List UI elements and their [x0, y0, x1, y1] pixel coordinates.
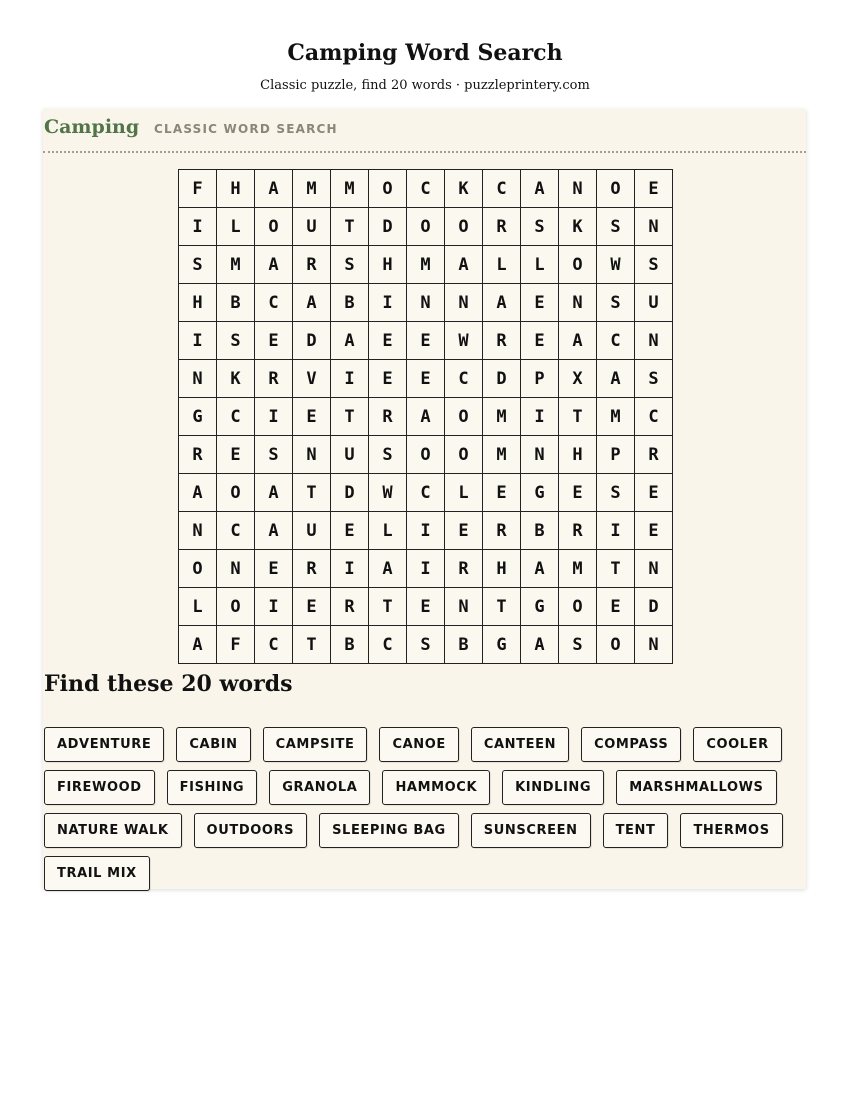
grid-cell[interactable]: N	[179, 512, 217, 550]
grid-cell[interactable]: N	[635, 208, 673, 246]
word-chip[interactable]: CABIN	[176, 727, 250, 762]
grid-cell[interactable]: T	[369, 588, 407, 626]
grid-cell[interactable]: W	[369, 474, 407, 512]
grid-cell[interactable]: N	[179, 360, 217, 398]
grid-cell[interactable]: E	[445, 512, 483, 550]
grid-cell[interactable]: G	[521, 588, 559, 626]
grid-cell[interactable]: F	[179, 170, 217, 208]
grid-cell[interactable]: M	[483, 398, 521, 436]
grid-cell[interactable]: A	[483, 284, 521, 322]
grid-cell[interactable]: B	[331, 626, 369, 664]
grid-cell[interactable]: R	[369, 398, 407, 436]
word-chip[interactable]: TENT	[603, 813, 669, 848]
grid-cell[interactable]: O	[445, 398, 483, 436]
grid-cell[interactable]: A	[521, 550, 559, 588]
grid-cell[interactable]: E	[483, 474, 521, 512]
grid-cell[interactable]: E	[331, 512, 369, 550]
grid-cell[interactable]: A	[445, 246, 483, 284]
grid-cell[interactable]: D	[293, 322, 331, 360]
grid-cell[interactable]: I	[255, 398, 293, 436]
grid-cell[interactable]: E	[635, 474, 673, 512]
grid-cell[interactable]: O	[407, 208, 445, 246]
grid-cell[interactable]: R	[179, 436, 217, 474]
grid-cell[interactable]: M	[217, 246, 255, 284]
word-chip[interactable]: TRAIL MIX	[44, 856, 150, 891]
word-chip[interactable]: COOLER	[693, 727, 781, 762]
word-chip[interactable]: FIREWOOD	[44, 770, 155, 805]
grid-cell[interactable]: T	[331, 208, 369, 246]
grid-cell[interactable]: R	[483, 208, 521, 246]
grid-cell[interactable]: N	[635, 626, 673, 664]
grid-cell[interactable]: R	[559, 512, 597, 550]
grid-cell[interactable]: I	[331, 550, 369, 588]
word-chip[interactable]: MARSHMALLOWS	[616, 770, 776, 805]
grid-cell[interactable]: R	[483, 512, 521, 550]
grid-cell[interactable]: W	[445, 322, 483, 360]
brand-title: Camping	[44, 116, 140, 138]
page-subtitle: Classic puzzle, find 20 words · puzzleprintery.com	[260, 78, 590, 93]
grid-cell[interactable]: C	[255, 626, 293, 664]
grid-cell[interactable]: U	[635, 284, 673, 322]
letter-grid	[178, 169, 673, 664]
grid-cell[interactable]: N	[445, 588, 483, 626]
grid-cell[interactable]: S	[597, 284, 635, 322]
grid-cell[interactable]: S	[635, 246, 673, 284]
grid-cell[interactable]: C	[407, 170, 445, 208]
grid-cell[interactable]: A	[179, 474, 217, 512]
grid-cell[interactable]: S	[179, 246, 217, 284]
grid-cell[interactable]: O	[255, 208, 293, 246]
grid-cell[interactable]: K	[559, 208, 597, 246]
grid-cell[interactable]: E	[407, 588, 445, 626]
grid-cell[interactable]: S	[597, 474, 635, 512]
grid-cell[interactable]: C	[217, 398, 255, 436]
grid-cell[interactable]: K	[217, 360, 255, 398]
grid-cell[interactable]: N	[445, 284, 483, 322]
grid-cell[interactable]: E	[407, 360, 445, 398]
grid-cell[interactable]: B	[217, 284, 255, 322]
grid-cell[interactable]: I	[369, 284, 407, 322]
word-chip[interactable]: NATURE WALK	[44, 813, 182, 848]
grid-cell[interactable]: A	[293, 284, 331, 322]
word-chip[interactable]: GRANOLA	[269, 770, 370, 805]
grid-cell[interactable]: W	[597, 246, 635, 284]
grid-cell[interactable]: O	[445, 436, 483, 474]
grid-cell[interactable]: M	[407, 246, 445, 284]
grid-cell[interactable]: S	[255, 436, 293, 474]
grid-cell[interactable]: L	[483, 246, 521, 284]
grid-cell[interactable]: T	[293, 626, 331, 664]
grid-cell[interactable]: E	[293, 398, 331, 436]
grid-cell[interactable]: A	[407, 398, 445, 436]
grid-cell[interactable]: C	[255, 284, 293, 322]
grid-cell[interactable]: M	[293, 170, 331, 208]
grid-cell[interactable]: O	[559, 246, 597, 284]
grid-cell[interactable]: E	[635, 170, 673, 208]
grid-cell[interactable]: N	[559, 284, 597, 322]
grid-cell[interactable]: I	[407, 512, 445, 550]
grid-cell[interactable]: N	[217, 550, 255, 588]
word-chip[interactable]: HAMMOCK	[382, 770, 490, 805]
grid-cell[interactable]: V	[293, 360, 331, 398]
grid-cell[interactable]: A	[255, 512, 293, 550]
grid-cell[interactable]: H	[369, 246, 407, 284]
grid-cell[interactable]: U	[293, 208, 331, 246]
grid-cell[interactable]: C	[597, 322, 635, 360]
word-chip[interactable]: ADVENTURE	[44, 727, 164, 762]
grid-cell[interactable]: S	[635, 360, 673, 398]
word-chip[interactable]: THERMOS	[680, 813, 782, 848]
grid-cell[interactable]: E	[217, 436, 255, 474]
card-header	[43, 109, 806, 153]
grid-cell[interactable]: T	[483, 588, 521, 626]
grid-cell[interactable]: N	[635, 550, 673, 588]
word-chip[interactable]: CAMPSITE	[263, 727, 368, 762]
grid-cell[interactable]: E	[597, 588, 635, 626]
grid-cell[interactable]: E	[369, 322, 407, 360]
grid-cell[interactable]: H	[483, 550, 521, 588]
grid-cell[interactable]: B	[521, 512, 559, 550]
grid-cell[interactable]: E	[407, 322, 445, 360]
grid-cell[interactable]: D	[369, 208, 407, 246]
grid-cell[interactable]: D	[331, 474, 369, 512]
grid-cell[interactable]: E	[293, 588, 331, 626]
grid-cell[interactable]: L	[445, 474, 483, 512]
grid-cell[interactable]: C	[445, 360, 483, 398]
grid-cell[interactable]: N	[521, 436, 559, 474]
grid-cell[interactable]: E	[559, 474, 597, 512]
grid-cell[interactable]: T	[293, 474, 331, 512]
grid-cell[interactable]: R	[483, 322, 521, 360]
grid-cell[interactable]: A	[255, 474, 293, 512]
grid-cell[interactable]: X	[559, 360, 597, 398]
grid-cell[interactable]: S	[369, 436, 407, 474]
grid-cell[interactable]: U	[331, 436, 369, 474]
grid-cell[interactable]: A	[597, 360, 635, 398]
grid-cell[interactable]: I	[179, 322, 217, 360]
grid-cell[interactable]: A	[369, 550, 407, 588]
grid-cell[interactable]: H	[179, 284, 217, 322]
grid-cell[interactable]: P	[597, 436, 635, 474]
grid-cell[interactable]: H	[217, 170, 255, 208]
grid-cell[interactable]: E	[521, 284, 559, 322]
word-chip[interactable]: SLEEPING BAG	[319, 813, 459, 848]
grid-cell[interactable]: O	[597, 626, 635, 664]
grid-cell[interactable]: S	[217, 322, 255, 360]
grid-cell[interactable]: A	[331, 322, 369, 360]
grid-cell[interactable]: U	[293, 512, 331, 550]
grid-cell[interactable]: R	[445, 550, 483, 588]
page-title: Camping Word Search	[287, 40, 563, 66]
grid-cell[interactable]: G	[179, 398, 217, 436]
grid-cell[interactable]: L	[179, 588, 217, 626]
grid-cell[interactable]: C	[483, 170, 521, 208]
grid-cell[interactable]: D	[635, 588, 673, 626]
grid-cell[interactable]: F	[217, 626, 255, 664]
grid-cell[interactable]: A	[521, 626, 559, 664]
grid-cell[interactable]: O	[217, 474, 255, 512]
grid-cell[interactable]: K	[445, 170, 483, 208]
grid-cell[interactable]: N	[559, 170, 597, 208]
grid-cell[interactable]: C	[217, 512, 255, 550]
grid-cell[interactable]: R	[293, 550, 331, 588]
grid-cell[interactable]: H	[559, 436, 597, 474]
grid-cell[interactable]: R	[635, 436, 673, 474]
word-chip[interactable]: SUNSCREEN	[471, 813, 591, 848]
grid-cell[interactable]: E	[521, 322, 559, 360]
grid-cell[interactable]: R	[331, 588, 369, 626]
grid-cell[interactable]: S	[407, 626, 445, 664]
grid-cell[interactable]: M	[483, 436, 521, 474]
grid-cell[interactable]: I	[255, 588, 293, 626]
grid-cell[interactable]: M	[331, 170, 369, 208]
grid-cell[interactable]: T	[559, 398, 597, 436]
word-chip[interactable]: KINDLING	[502, 770, 604, 805]
grid-cell[interactable]: C	[407, 474, 445, 512]
grid-cell[interactable]: T	[331, 398, 369, 436]
grid-cell[interactable]: A	[521, 170, 559, 208]
grid-cell[interactable]: B	[331, 284, 369, 322]
grid-cell[interactable]: T	[597, 550, 635, 588]
grid-cell[interactable]: N	[293, 436, 331, 474]
grid-cell[interactable]: C	[369, 626, 407, 664]
grid-cell[interactable]: M	[597, 398, 635, 436]
grid-cell[interactable]: O	[407, 436, 445, 474]
grid-cell[interactable]: I	[521, 398, 559, 436]
grid-cell[interactable]: O	[369, 170, 407, 208]
grid-cell[interactable]: N	[635, 322, 673, 360]
grid-cell[interactable]: P	[521, 360, 559, 398]
grid-cell[interactable]: I	[331, 360, 369, 398]
word-list	[44, 727, 804, 891]
grid-cell[interactable]: O	[559, 588, 597, 626]
grid-cell[interactable]: R	[293, 246, 331, 284]
grid-cell[interactable]: S	[521, 208, 559, 246]
grid-cell[interactable]: E	[255, 550, 293, 588]
puzzle-card	[43, 109, 806, 889]
grid-cell[interactable]: O	[445, 208, 483, 246]
grid-cell[interactable]: A	[255, 246, 293, 284]
grid-cell[interactable]: S	[597, 208, 635, 246]
puzzle-type-label: CLASSIC WORD SEARCH	[154, 122, 338, 136]
grid-cell[interactable]: S	[331, 246, 369, 284]
word-chip[interactable]: COMPASS	[581, 727, 681, 762]
grid-cell[interactable]: I	[407, 550, 445, 588]
grid-cell[interactable]: L	[217, 208, 255, 246]
grid-cell[interactable]: L	[369, 512, 407, 550]
grid-cell[interactable]: I	[179, 208, 217, 246]
grid-cell[interactable]: R	[255, 360, 293, 398]
word-chip[interactable]: CANOE	[379, 727, 458, 762]
grid-cell[interactable]: D	[483, 360, 521, 398]
word-chip[interactable]: FISHING	[167, 770, 258, 805]
grid-cell[interactable]: N	[407, 284, 445, 322]
grid-cell[interactable]: B	[445, 626, 483, 664]
grid-cell[interactable]: I	[597, 512, 635, 550]
grid-cell[interactable]: L	[521, 246, 559, 284]
grid-cell[interactable]: A	[559, 322, 597, 360]
grid-cell[interactable]: O	[179, 550, 217, 588]
grid-cell[interactable]: S	[559, 626, 597, 664]
grid-cell[interactable]: M	[559, 550, 597, 588]
word-chip[interactable]: OUTDOORS	[194, 813, 308, 848]
grid-cell[interactable]: G	[483, 626, 521, 664]
grid-cell[interactable]: E	[369, 360, 407, 398]
grid-cell[interactable]: A	[179, 626, 217, 664]
grid-cell[interactable]: E	[255, 322, 293, 360]
grid-cell[interactable]: O	[217, 588, 255, 626]
grid-cell[interactable]: E	[635, 512, 673, 550]
grid-cell[interactable]: C	[635, 398, 673, 436]
grid-cell[interactable]: A	[255, 170, 293, 208]
grid-cell[interactable]: G	[521, 474, 559, 512]
word-chip[interactable]: CANTEEN	[471, 727, 569, 762]
grid-cell[interactable]: O	[597, 170, 635, 208]
word-list-heading: Find these 20 words	[44, 671, 293, 697]
